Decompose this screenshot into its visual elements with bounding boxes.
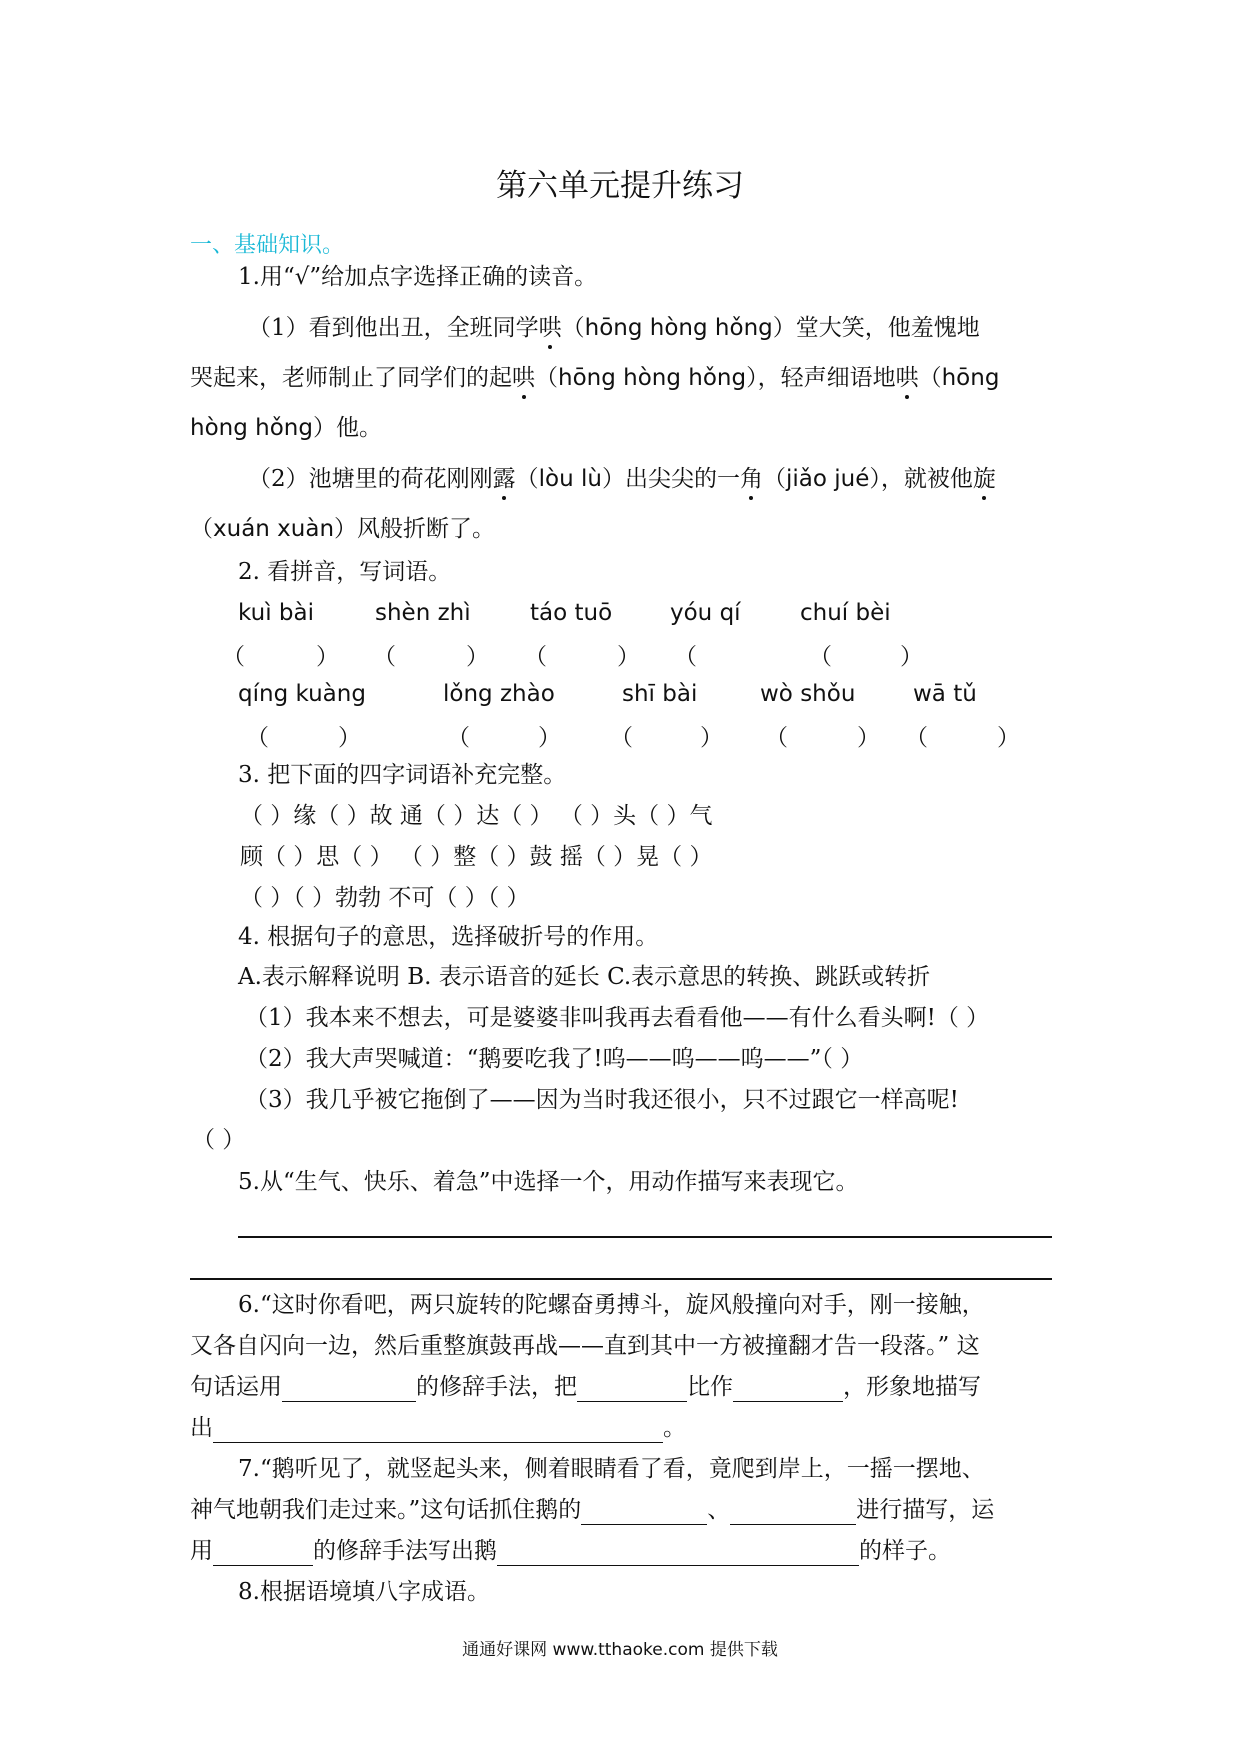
q7-line-2: 神气地朝我们走过来。”这句话抓住鹅的 、 进行描写，运	[190, 1497, 995, 1523]
q2-pinyin-1: kuì bài	[238, 600, 314, 626]
q6-blank-rhetoric[interactable]	[282, 1377, 416, 1402]
q1-stem: 1.用“√”给加点字选择正确的读音。	[238, 264, 598, 290]
q7-line-3: 用 的修辞手法写出鹅 的样子。	[190, 1538, 951, 1564]
q2-answer-9-close: ）	[857, 725, 880, 751]
q3-line-2: 顾（ ）思（ ） （ ）整（ ）鼓 摇（ ）晃（ ）	[240, 844, 713, 870]
q2-answer-1-open: （	[222, 644, 245, 670]
q1-p1-line2: 哭起来，老师制止了同学们的起哄（hōng hòng hǒng），轻声细语地哄（hōng	[190, 365, 1000, 391]
q2-answer-6-close: ）	[338, 725, 361, 751]
q2-answer-10-close: ）	[997, 725, 1020, 751]
q6-line-2: 又各自闪向一边，然后重整旗鼓再战——直到其中一方被撞翻才告一段落。” 这	[190, 1333, 980, 1359]
q1-p1-line1: （1）看到他出丑，全班同学哄（hōng hòng hǒng）堂大笑，他羞愧地	[248, 315, 980, 341]
q5-answer-line-1[interactable]	[238, 1236, 1052, 1238]
q6-line-1: 6.“这时你看吧，两只旋转的陀螺奋勇搏斗，旋风般撞向对手，刚一接触，	[238, 1292, 985, 1318]
q2-answer-4-close: （	[809, 644, 832, 670]
q6-line-3: 句话运用 的修辞手法，把 比作 ，形象地描写	[190, 1374, 981, 1400]
q2-answer-5-close: ）	[900, 644, 923, 670]
q2-answer-8-open: （	[610, 725, 633, 751]
q7-blank-1[interactable]	[581, 1500, 707, 1525]
q5-stem: 5.从“生气、快乐、着急”中选择一个，用动作描写来表现它。	[238, 1169, 859, 1195]
q2-answer-7-close: ）	[538, 725, 561, 751]
q7-line-1: 7.“鹅听见了，就竖起头来，侧着眼睛看了看，竟爬到岸上，一摇一摆地、	[238, 1456, 985, 1482]
q2-answer-4-open: （	[674, 644, 697, 670]
q2-answer-2-open: （	[373, 644, 396, 670]
q2-pinyin-10: wā tǔ	[913, 681, 977, 707]
q2-answer-9-open: （	[765, 725, 788, 751]
q2-answer-8-close: ）	[700, 725, 723, 751]
q2-pinyin-8: shī bài	[622, 681, 698, 707]
q2-pinyin-6: qíng kuàng	[238, 681, 366, 707]
q1-p2-line2: （xuán xuàn）风般折断了。	[190, 516, 496, 542]
q2-answer-3-close: ）	[617, 644, 640, 670]
section-heading-basics: 一、基础知识。	[190, 233, 345, 258]
q7-blank-2[interactable]	[730, 1500, 856, 1525]
q2-answer-2-close: ）	[466, 644, 489, 670]
q2-answer-6-open: （	[246, 725, 269, 751]
q5-answer-line-2[interactable]	[190, 1278, 1052, 1280]
q2-pinyin-4: yóu qí	[670, 600, 741, 626]
q6-blank-object[interactable]	[577, 1377, 687, 1402]
q6-blank-compared[interactable]	[733, 1377, 843, 1402]
q3-stem: 3. 把下面的四字词语补充完整。	[238, 762, 567, 788]
q2-answer-3-open: （	[524, 644, 547, 670]
q2-stem: 2. 看拼音，写词语。	[238, 559, 452, 585]
q6-blank-description[interactable]	[213, 1418, 663, 1443]
q7-blank-rhetoric[interactable]	[213, 1541, 313, 1566]
q2-pinyin-7: lǒng zhào	[443, 681, 555, 707]
q4-sentence-1: （1）我本来不想去，可是婆婆非叫我再去看看他——有什么看头啊!（ ）	[245, 1005, 990, 1031]
q4-sentence-3-answer: （ ）	[192, 1127, 246, 1153]
q8-stem: 8.根据语境填八字成语。	[238, 1579, 490, 1605]
q2-answer-1-close: ）	[316, 644, 339, 670]
footer-credit: 通通好课网 www.tthaoke.com 提供下载	[462, 1640, 778, 1660]
q7-blank-appearance[interactable]	[497, 1541, 859, 1566]
q2-pinyin-2: shèn zhì	[375, 600, 471, 626]
q2-pinyin-3: táo tuō	[530, 600, 613, 626]
page-title: 第六单元提升练习	[496, 168, 744, 204]
q2-pinyin-9: wò shǒu	[760, 681, 856, 707]
q4-stem: 4. 根据句子的意思，选择破折号的作用。	[238, 924, 659, 950]
q1-p2-line1: （2）池塘里的荷花刚刚露（lòu lù）出尖尖的一角（jiǎo jué），就被他旋	[248, 466, 996, 492]
q1-p1-line3: hòng hǒng）他。	[190, 415, 382, 441]
q4-sentence-2: （2）我大声哭喊道：“鹅要吃我了!呜——呜——呜——”（ ）	[245, 1046, 864, 1072]
q4-options: A.表示解释说明 B. 表示语音的延长 C.表示意思的转换、跳跃或转折	[238, 964, 931, 990]
q2-answer-10-open: （	[905, 725, 928, 751]
q2-pinyin-5: chuí bèi	[800, 600, 891, 626]
q3-line-1: （ ）缘（ ）故 通（ ）达（ ） （ ）头（ ）气	[240, 803, 713, 829]
q6-line-4: 出 。	[190, 1415, 686, 1441]
q2-answer-7-open: （	[447, 725, 470, 751]
q3-line-3: （ ）（ ）勃勃 不可（ ）（ ）	[240, 885, 530, 911]
q4-sentence-3: （3）我几乎被它拖倒了——因为当时我还很小，只不过跟它一样高呢!	[245, 1087, 959, 1113]
